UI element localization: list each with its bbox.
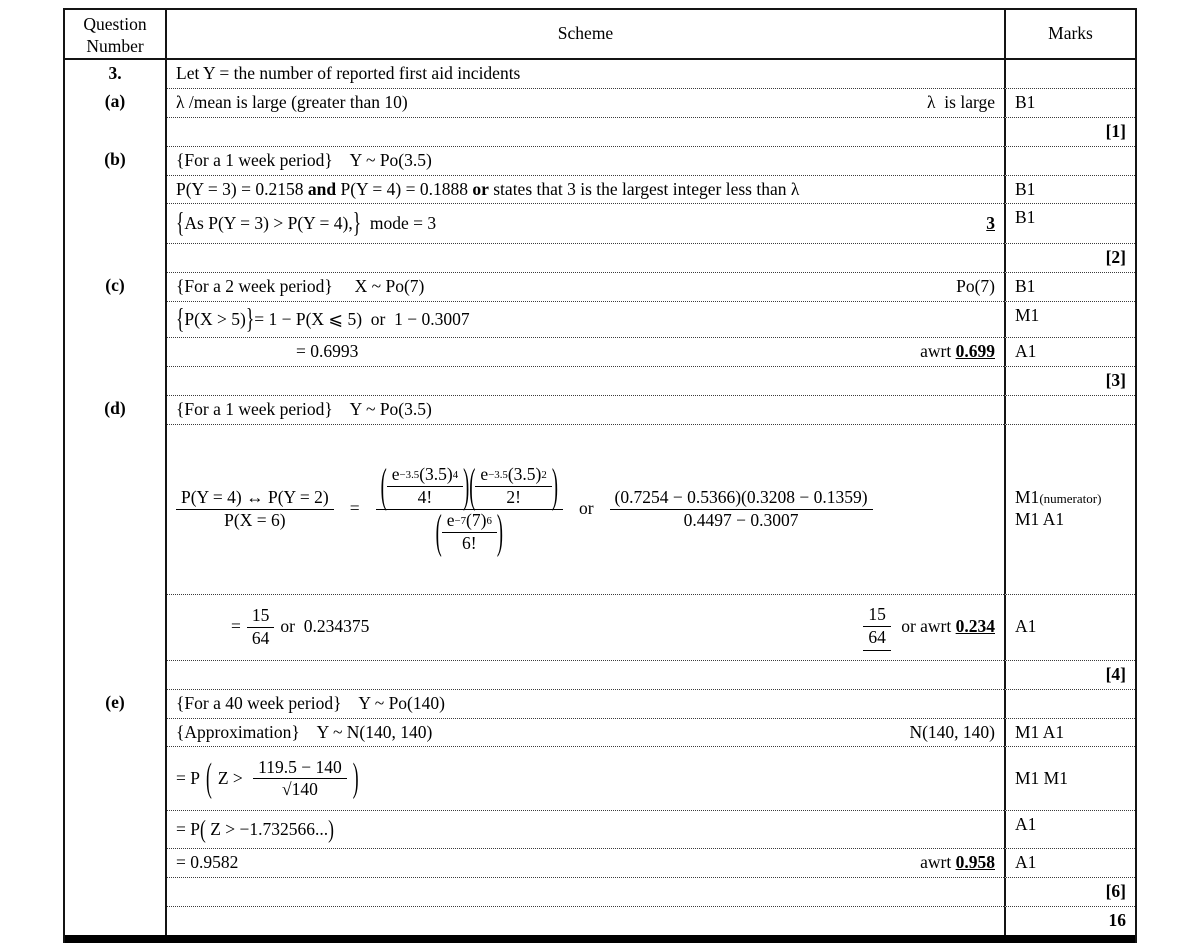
part-d-label: (d) (104, 397, 126, 418)
marks-cell (1004, 746, 1135, 810)
header-question-line2: Number (86, 35, 144, 56)
e-approx-mark: M1 A1 (1015, 721, 1065, 742)
row-e-z (65, 746, 1135, 810)
c-awrt-answer: 0.699 (955, 341, 995, 362)
d-term3-fraction (442, 510, 497, 555)
right-brace: } (245, 302, 255, 335)
e-z-inequality: Z > (217, 767, 248, 788)
row-a-total (65, 117, 1135, 146)
d-result-mark: A1 (1015, 616, 1037, 637)
part-label-cell (65, 272, 167, 301)
row-e-z-value (65, 810, 1135, 848)
d-awrt-answer: 0.234 (955, 616, 995, 637)
row-grand-total (65, 906, 1135, 935)
d-result-denominator: 64 (251, 627, 270, 648)
marks-cell (1004, 660, 1135, 689)
e-approximation-statement: {Approximation} Y ~ N(140, 140) (176, 721, 433, 742)
scheme-cell (167, 60, 1004, 88)
e-awrt-note (920, 852, 995, 874)
scheme-cell (167, 395, 1004, 424)
e-awrt-answer: 0.958 (955, 852, 995, 873)
d-big-numerator (376, 459, 563, 512)
c-intro-mark: B1 (1015, 276, 1036, 297)
row-c-result (65, 337, 1135, 366)
e-z2-prefix: = P (176, 818, 200, 839)
part-label-cell (65, 146, 167, 175)
awrt-prefix: or awrt (896, 616, 956, 637)
part-b-label: (b) (104, 148, 126, 169)
right-brace: } (352, 206, 362, 239)
q3-definition: Let Y = the number of reported first aid incidents (176, 63, 521, 83)
d-work-mark-1 (1015, 487, 1126, 509)
d-term2-numerator: e −3.5 (3.5) 2 (475, 464, 551, 487)
scheme-cell (167, 660, 1004, 689)
part-label-cell (65, 689, 167, 718)
d-result-decimal: or 0.234375 (280, 616, 370, 637)
e-z-denominator (277, 779, 323, 801)
c-event: P(X > 5) (184, 308, 246, 329)
part-c-label: (c) (105, 275, 125, 296)
b-mode-condition: As P(Y = 3) > P(Y = 4), (184, 212, 353, 233)
b-prob-1: P(Y = 3) = 0.2158 (176, 178, 308, 199)
d-decimal-denominator: 0.4497 − 0.3007 (683, 509, 799, 530)
d-answer-fraction (863, 604, 891, 651)
part-label-cell (65, 117, 167, 146)
row-d-total (65, 660, 1135, 689)
row-e-approx (65, 718, 1135, 747)
row-b-work (65, 175, 1135, 204)
b-mode-result: mode = 3 (361, 212, 437, 233)
e-result-value: = 0.9582 (176, 852, 239, 873)
right-paren: ) (463, 459, 470, 512)
e-base: e (446, 509, 455, 530)
c-awrt-note (920, 341, 995, 363)
left-paren: ( (380, 459, 387, 512)
header-marks (1004, 10, 1135, 58)
question-number-cell (65, 60, 167, 88)
marks-cell (1004, 243, 1135, 272)
marks-cell (1004, 117, 1135, 146)
scheme-cell (167, 243, 1004, 272)
d-decimal-fraction (610, 487, 873, 532)
d-awrt-note (897, 616, 995, 638)
d-answer-numerator: 15 (863, 604, 891, 627)
part-label-cell (65, 660, 167, 689)
row-b-mode (65, 203, 1135, 243)
d-work-mark-2: M1 A1 (1015, 509, 1065, 530)
marks-cell (1004, 146, 1135, 175)
e-z-mark: M1 M1 (1015, 767, 1068, 788)
equals-sign: = (349, 498, 360, 519)
d-lhs-numerator: P(Y = 4) ↔ P(Y = 2) (176, 487, 334, 510)
question-total-marks: 16 (1108, 910, 1126, 931)
d-term2-denominator: 2! (506, 486, 521, 507)
row-d-result (65, 594, 1135, 660)
part-label-cell (65, 746, 167, 810)
e-z2-value: Z > −1.732566... (205, 818, 329, 839)
marks-cell (1004, 718, 1135, 747)
c-result-mark: A1 (1015, 341, 1037, 362)
part-label-cell (65, 175, 167, 204)
e-base: e (480, 464, 489, 484)
mark-scheme-table (63, 8, 1137, 943)
b-alt-statement: states that 3 is the largest integer less than λ (488, 178, 800, 199)
d-term3-group (435, 504, 503, 557)
scheme-cell (167, 848, 1004, 877)
e-total-marks: [6] (1105, 881, 1126, 902)
marks-cell (1004, 848, 1135, 877)
equals-sign: = (231, 616, 241, 637)
e-z-value-line (176, 814, 334, 844)
b-work-mark: B1 (1015, 178, 1036, 199)
right-paren: ) (352, 753, 359, 800)
row-d-work (65, 424, 1135, 594)
scheme-cell (167, 718, 1004, 747)
a-total-marks: [1] (1105, 120, 1126, 141)
a-right-note: λ is large (927, 91, 995, 112)
awrt-prefix: awrt (920, 852, 956, 873)
scheme-cell (167, 906, 1004, 935)
left-brace: { (176, 206, 185, 239)
left-paren: ( (205, 753, 212, 800)
b-total-marks: [2] (1105, 247, 1126, 268)
right-paren: ) (328, 814, 334, 844)
header-question-number (65, 10, 167, 58)
radical-sign: √ (282, 779, 292, 800)
header-scheme (167, 10, 1004, 58)
page-break-bar (65, 935, 1135, 943)
b-and-keyword: and (307, 178, 337, 199)
d-result-numerator: 15 (247, 605, 275, 628)
marks-cell (1004, 689, 1135, 718)
radicand: 140 (291, 779, 318, 800)
scheme-cell (167, 877, 1004, 906)
row-b-total (65, 243, 1135, 272)
e-result-mark: A1 (1015, 852, 1037, 873)
row-e-result (65, 848, 1135, 877)
d-mark1: M1 (1015, 487, 1040, 508)
c-right-note: Po(7) (956, 276, 995, 297)
b-prob-2: P(Y = 4) = 0.1888 (336, 178, 473, 199)
row-e-total (65, 877, 1135, 906)
d-term1-fraction (387, 464, 463, 509)
lambda-arg: (3.5) (419, 464, 453, 484)
lambda-arg: (3.5) (507, 464, 542, 484)
marks-cell (1004, 175, 1135, 204)
d-term3-denominator: 6! (461, 532, 477, 553)
scheme-cell (167, 337, 1004, 366)
scheme-cell (167, 424, 1004, 594)
awrt-prefix: awrt (920, 341, 956, 362)
row-c-total (65, 366, 1135, 395)
d-decimal-numerator: (0.7254 − 0.5366)(0.3208 − 0.1359) (610, 487, 873, 510)
a-statement: λ /mean is large (greater than 10) (176, 91, 408, 112)
lambda-arg: (7) (466, 509, 487, 530)
d-term1-denominator: 4! (417, 486, 433, 507)
right-paren: ) (496, 504, 503, 557)
c-work-mark: M1 (1015, 305, 1040, 326)
b-mode-answer: 3 (986, 212, 995, 233)
scheme-cell (167, 146, 1004, 175)
header-scheme-label: Scheme (557, 23, 614, 44)
d-poisson-big-fraction (376, 459, 563, 557)
row-a (65, 88, 1135, 117)
marks-cell (1004, 301, 1135, 337)
a-mark: B1 (1015, 91, 1036, 112)
part-label-cell (65, 395, 167, 424)
part-label-cell (65, 424, 167, 594)
b-mode-mark: B1 (1015, 207, 1036, 228)
part-a-label: (a) (104, 90, 126, 111)
d-term2-fraction (475, 464, 551, 509)
row-b-intro (65, 146, 1135, 175)
marks-cell (1004, 906, 1135, 935)
marks-cell (1004, 594, 1135, 660)
d-big-denominator (431, 504, 508, 557)
table-header-row (65, 10, 1135, 60)
scheme-cell (167, 88, 1004, 117)
e-z-fraction (253, 757, 347, 802)
row-e-intro (65, 689, 1135, 718)
part-label-cell (65, 848, 167, 877)
scheme-cell (167, 203, 1004, 243)
marks-cell (1004, 395, 1135, 424)
d-total-marks: [4] (1105, 663, 1126, 684)
d-model-statement: {For a 1 week period} Y ~ Po(3.5) (176, 398, 432, 419)
scheme-cell (167, 272, 1004, 301)
scheme-cell (167, 301, 1004, 337)
marks-cell (1004, 203, 1135, 243)
c-complement-expansion: = 1 − P(X ⩽ 5) or 1 − 0.3007 (254, 308, 470, 329)
right-paren: ) (551, 459, 558, 512)
c-total-marks: [3] (1105, 370, 1126, 390)
row-c-intro (65, 272, 1135, 301)
question-number: 3. (108, 63, 122, 83)
d-result-left (231, 605, 369, 650)
part-label-cell (65, 810, 167, 848)
scheme-cell (167, 746, 1004, 810)
b-model-statement: {For a 1 week period} Y ~ Po(3.5) (176, 149, 432, 170)
d-term2-group (469, 459, 558, 512)
marks-cell (1004, 366, 1135, 395)
d-lhs-denominator: P(X = 6) (224, 509, 286, 530)
part-label-cell (65, 594, 167, 660)
e-model-statement: {For a 40 week period} Y ~ Po(140) (176, 692, 445, 713)
part-label-cell (65, 337, 167, 366)
part-label-cell (65, 906, 167, 935)
part-label-cell (65, 877, 167, 906)
e-z-numerator: 119.5 − 140 (253, 757, 347, 780)
part-label-cell (65, 718, 167, 747)
marks-cell (1004, 810, 1135, 848)
scheme-cell (167, 366, 1004, 395)
e-standardisation (176, 753, 359, 802)
d-result-fraction (247, 605, 275, 650)
c-complement-statement (176, 302, 470, 335)
left-brace: { (176, 302, 185, 335)
e-z-value-mark: A1 (1015, 814, 1037, 835)
d-term1-group (380, 459, 470, 512)
part-label-cell (65, 366, 167, 395)
d-result-right (863, 604, 995, 651)
scheme-cell (167, 594, 1004, 660)
d-mark1-note: (numerator) (1039, 491, 1102, 507)
left-paren: ( (199, 814, 206, 844)
header-marks-label: Marks (1048, 23, 1093, 44)
b-or-keyword: or (472, 178, 489, 199)
e-approx-right-note: N(140, 140) (909, 721, 995, 742)
e-z-prefix: = P (176, 767, 200, 788)
d-answer-denominator: 64 (868, 626, 886, 647)
c-result-value: = 0.6993 (296, 341, 359, 362)
marks-cell (1004, 877, 1135, 906)
left-paren: ( (435, 504, 442, 557)
scheme-cell (167, 689, 1004, 718)
d-conditional-probability-working (176, 459, 995, 557)
row-c-work (65, 301, 1135, 337)
d-term1-numerator: e −3.5 (3.5) 4 (387, 464, 463, 487)
d-term3-numerator: e −7 (7) 6 (442, 510, 497, 533)
part-label-cell (65, 243, 167, 272)
header-question-line1: Question (83, 14, 147, 34)
marks-cell (1004, 272, 1135, 301)
e-base: e (391, 464, 400, 484)
marks-cell (1004, 60, 1135, 88)
part-label-cell (65, 203, 167, 243)
part-label-cell (65, 88, 167, 117)
row-q3-intro (65, 60, 1135, 88)
part-label-cell (65, 301, 167, 337)
b-probability-comparison (176, 179, 799, 201)
marks-cell (1004, 424, 1135, 594)
b-mode-statement (176, 206, 437, 239)
d-lhs-fraction (176, 487, 334, 532)
marks-cell (1004, 337, 1135, 366)
left-paren: ( (469, 459, 476, 512)
c-model-statement: {For a 2 week period} X ~ Po(7) (176, 276, 425, 297)
scheme-cell (167, 175, 1004, 204)
or-keyword: or (578, 498, 594, 519)
row-d-intro (65, 395, 1135, 424)
scheme-cell (167, 810, 1004, 848)
part-e-label: (e) (105, 691, 125, 712)
marks-cell (1004, 88, 1135, 117)
scheme-cell (167, 117, 1004, 146)
